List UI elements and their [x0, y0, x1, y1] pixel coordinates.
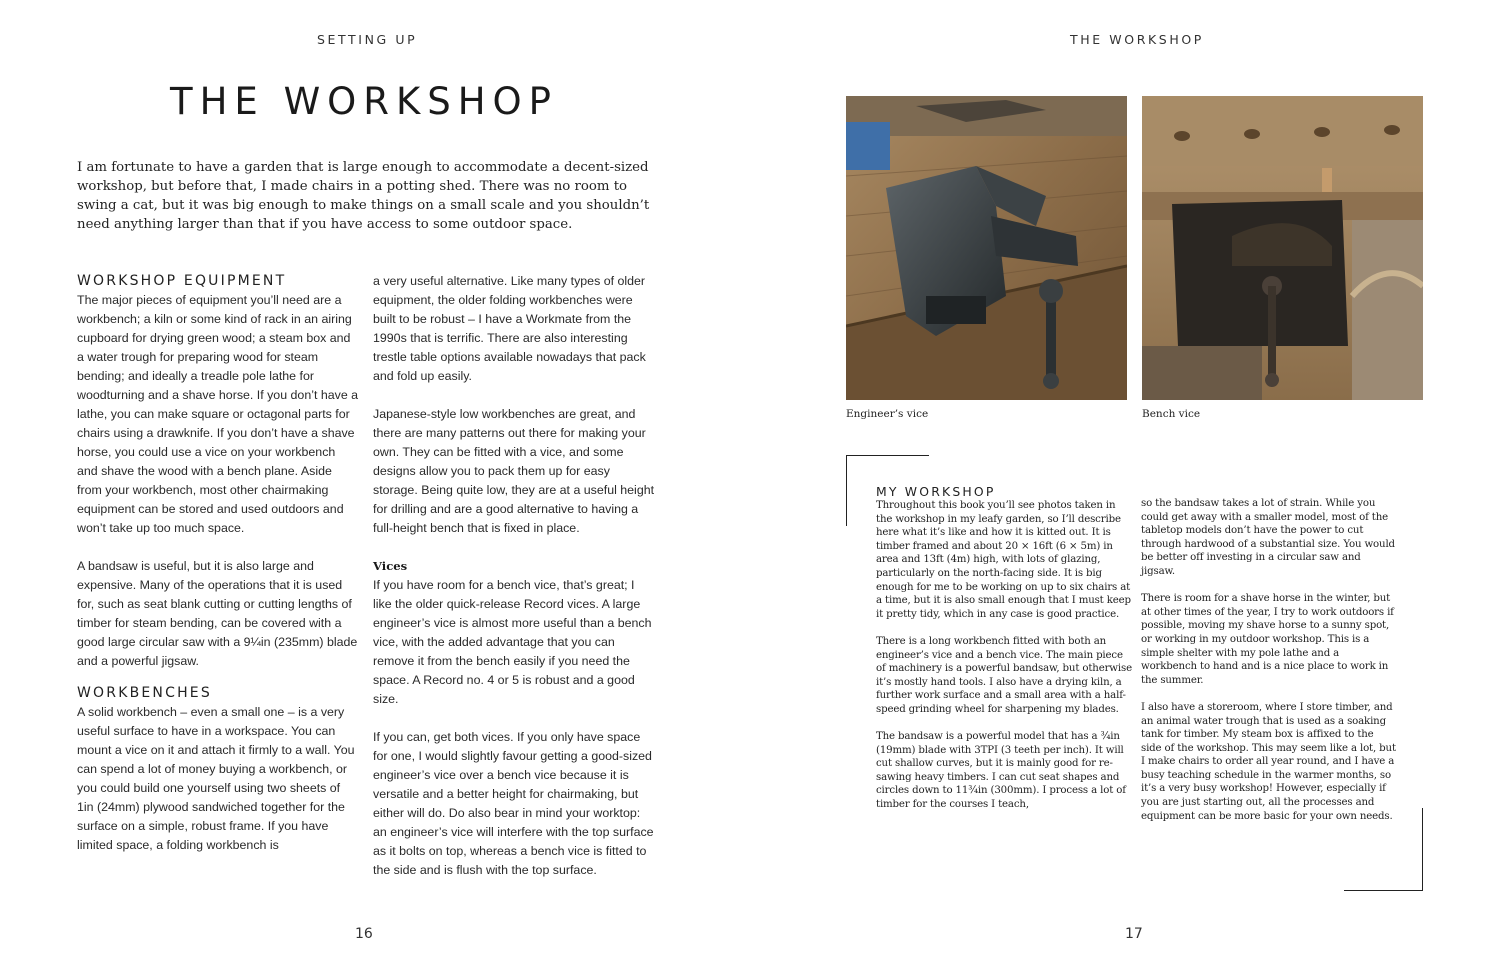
running-head-left: SETTING UP — [317, 32, 418, 47]
vices-paragraph-1: If you have room for a bench vice, that’s great; I like the older quick-release Record vices. A large engineer’s vice is almost more useful than a bench vice, with the added advantage that you can remove it from the bench easily if you need the space. A Record no. 4 or 5 is robust and a good size. — [373, 578, 652, 706]
running-head-right: THE WORKSHOP — [1070, 32, 1204, 47]
page-number-right: 17 — [1125, 926, 1143, 942]
right-column — [373, 272, 655, 880]
vices-paragraph-2: If you can, get both vices. If you only have space for one, I would slightly favour getting a good-sized engineer’s vice over a bench vice because it is versatile and a better height for chairmaking, but either will do. Do also bear in mind your worktop: an engineer’s vice will interfere with the top surface as it bolts on top, whereas a bench vice is fitted to the side and is flush with the top surface. — [373, 730, 654, 877]
my-workshop-paragraph-4: so the bandsaw takes a lot of strain. While you could get away with a smaller model, most of the tabletop models don’t have the power to cut through hardwood of a substantial size. You would be better off investing in a circular saw and jigsaw. — [1141, 498, 1395, 577]
equipment-paragraph-1: The major pieces of equipment you’ll need are a workbench; a kiln or some kind of rack in an airing cupboard for drying green wood; a steam box and a water trough for preparing wood for steam bending; and ideally a treadle pole lathe for woodturning and a shave horse. If you don’t have a lathe, you can make square or octagonal parts for chairs using a drawknife. If you don’t have a shave horse, you could use a vice on your workbench and shave the wood with a bench plane. Aside from your workbench, most other chairmaking equipment can be stored and used outdoors and won’t take up too much space. — [77, 293, 359, 535]
my-workshop-paragraph-3: The bandsaw is a powerful model that has a ¾in (19mm) blade with 3TPI (3 teeth per inch). It will cut shallow curves, but it is mainly good for re-sawing heavy timbers. I can cut seat shapes and circles down to 11¾in (300mm). I process a lot of timber for the courses I teach, — [876, 731, 1126, 811]
my-workshop-column-2 — [1141, 497, 1397, 823]
section-heading-equipment: WORKSHOP EQUIPMENT — [77, 273, 287, 289]
photo-bench-vice — [1142, 96, 1423, 400]
workbenches-paragraph-1: A solid workbench – even a small one – is a very useful surface to have in a workspace. You can mount a vice on it and attach it firmly to a wall. You can spend a lot of money buying a workbench, or you could build one yourself using two sheets of 1in (24mm) plywood sandwiched together for the surface on a simple, robust frame. If you have limited space, a folding workbench is — [77, 705, 355, 852]
section-heading-workbenches: WORKBENCHES — [77, 685, 212, 701]
section-heading-my-workshop: MY WORKSHOP — [876, 484, 996, 499]
intro-paragraph: I am fortunate to have a garden that is large enough to accommodate a decent-sized workshop, but before that, I made chairs in a potting shed. There was no room to swing a cat, but it was big enough to make things on a small scale and you shouldn’t need anything larger than that if you have access to some outdoor space. — [77, 160, 650, 232]
chapter-title: THE WORKSHOP — [170, 80, 558, 123]
bench-vice-illustration — [1142, 96, 1423, 400]
my-workshop-paragraph-2: There is a long workbench fitted with both an engineer’s vice and a bench vice. The main piece of machinery is a powerful bandsaw, but otherwise it’s mostly hand tools. I also have a drying kiln, a further work surface and a small area with a half-speed grinding wheel for sharpening my blades. — [876, 635, 1132, 715]
my-workshop-paragraph-1: Throughout this book you’ll see photos taken in the workshop in my leafy garden, so I’ll describe here what it’s like and how it is kitted out. It is timber framed and about 20 × 16ft (6 × 5m) in area and 13ft (4m) high, with lots of glazing, particularly on the north-facing side. It is big enough for me to be working on up to six chairs at a time, but it is also small enough that I must keep it pretty tidy, which in any case is good practice. — [876, 500, 1131, 620]
workbenches-paragraph-2: a very useful alternative. Like many types of older equipment, the older folding workbenches were built to be robust – I have a Workmate from the 1990s that is terrific. There are also interesting trestle table options available nowadays that pack and fold up easily. — [373, 274, 646, 383]
engineers-vice-illustration — [846, 96, 1127, 400]
my-workshop-paragraph-5: There is room for a shave horse in the winter, but at other times of the year, I try to work outdoors if possible, moving my shave horse to a sunny spot, or working in my outdoor workshop. This is a simple shelter with my pole lathe and a workbench to hand and is a nice place to work in the summer. — [1141, 593, 1394, 686]
left-column — [77, 272, 359, 855]
equipment-paragraph-2: A bandsaw is useful, but it is also large and expensive. Many of the operations that it is used for, such as seat blank cutting or cutting lengths of timber for steam bending, can be covered with a good large circular saw with a 9¼in (235mm) blade and a powerful jigsaw. — [77, 559, 358, 668]
workbenches-paragraph-3: Japanese-style low workbenches are great, and there are many patterns out there for making your own. They can be fitted with a vice, and some designs allow you to pack them up for easy storage. Being quite low, they are at a useful height for drilling and are a good alternative to having a full-height bench that is fixed in place. — [373, 407, 655, 535]
right-page — [750, 0, 1500, 973]
my-workshop-column-1 — [876, 484, 1132, 812]
subheading-vices: Vices — [373, 559, 408, 573]
photo-engineers-vice — [846, 96, 1127, 400]
page-number-left: 16 — [355, 926, 373, 942]
my-workshop-paragraph-6: I also have a storeroom, where I store timber, and an animal water trough that is used as a soaking tank for timber. My steam box is affixed to the side of the workshop. This may seem like a lot, but I make chairs to order all year round, and I have a busy teaching schedule in the warmer months, so it’s a very busy workshop! However, especially if you are just starting out, all the processes and equipment can be more basic for your own needs. — [1141, 701, 1396, 822]
caption-bench-vice: Bench vice — [1142, 408, 1201, 420]
caption-engineers-vice: Engineer’s vice — [846, 408, 929, 420]
